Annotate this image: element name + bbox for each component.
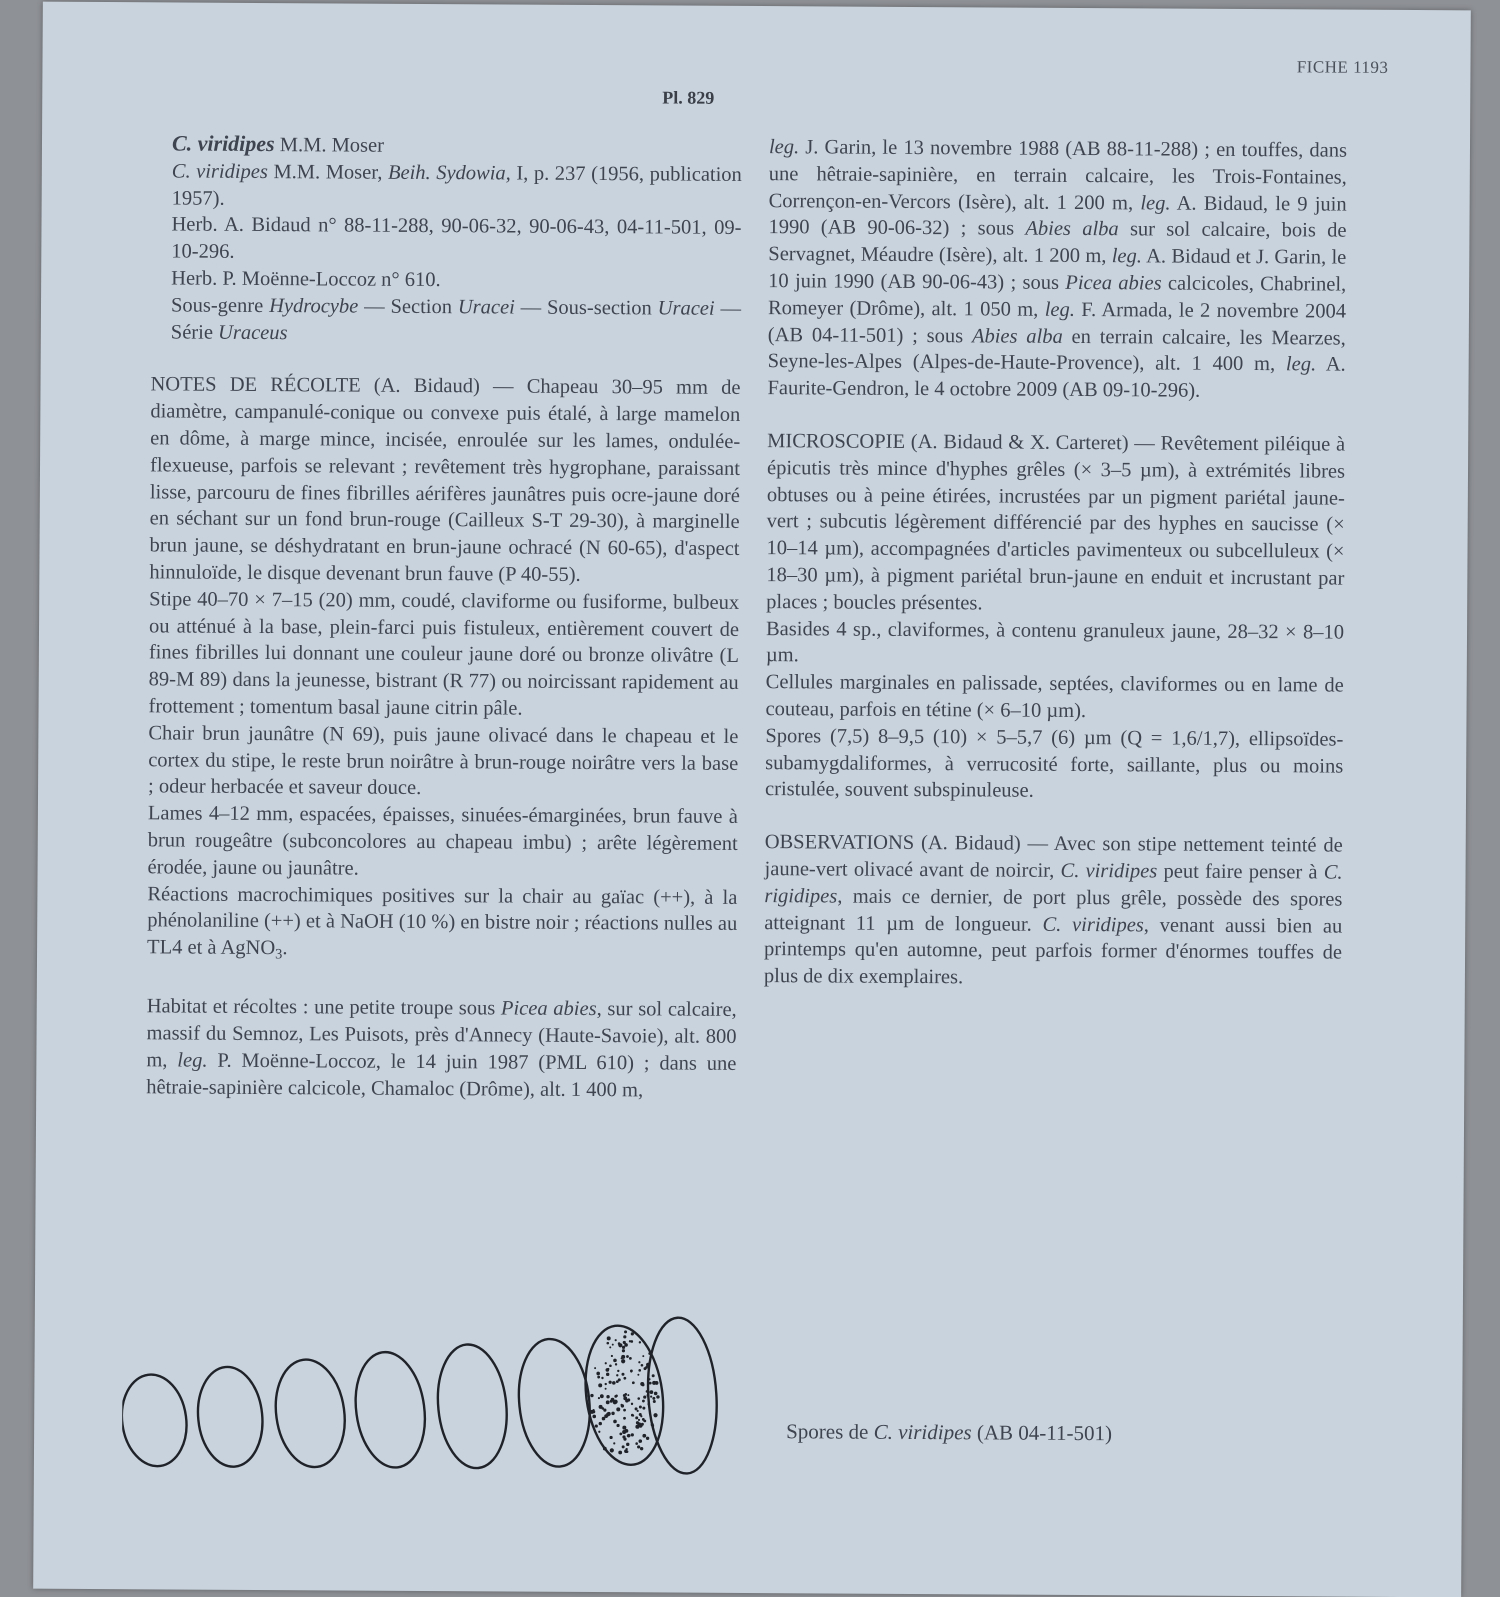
observations-text: OBSERVATIONS (A. Bidaud) — Avec son stipe nettement teinté de jaune-vert olivacé avant de noircir,	[764, 831, 1343, 882]
spore-wart	[624, 1393, 627, 1396]
spore-wart	[622, 1426, 626, 1430]
spore-wart	[609, 1436, 612, 1439]
spore-wart	[605, 1383, 607, 1385]
habitat-leg: leg.	[1140, 191, 1171, 215]
spore-wart	[629, 1357, 632, 1360]
spore-wart	[627, 1394, 629, 1396]
microscopy-spores: Spores (7,5) 8–9,5 (10) × 5–5,7 (6) µm (Q = 1,6/1,7), ellipsoïdes-subamygdaliformes, à verrucosité forte, saillante, plus ou moins cristulée, souvent subspinuleuse.	[764, 724, 1344, 803]
species-heading	[152, 130, 742, 161]
spore-wart	[611, 1412, 614, 1415]
habitat-host: Abies alba	[971, 324, 1063, 348]
section: Uracei	[457, 295, 515, 319]
spore-wart	[629, 1340, 631, 1342]
document-page	[33, 2, 1471, 1597]
spore-wart	[630, 1369, 633, 1372]
spore-wart	[641, 1423, 644, 1426]
species-author: M.M. Moser	[279, 134, 385, 157]
observations	[764, 829, 1343, 993]
spore-wart	[631, 1433, 634, 1436]
spore-wart	[619, 1433, 622, 1436]
spore-wart	[615, 1363, 617, 1365]
spore-wart	[654, 1392, 658, 1396]
spore-outline	[193, 1364, 267, 1470]
spore-wart	[652, 1397, 655, 1400]
spore-wart	[635, 1416, 638, 1419]
spore-wart	[636, 1421, 639, 1424]
ref-journal: Beih. Sydowia,	[387, 161, 511, 185]
reactions-end: .	[282, 937, 288, 960]
microscopy-cuticle: MICROSCOPIE (A. Bidaud & X. Carteret) — Revêtement piléique à épicutis très mince d'hyphes grêles (× 3–5 µm), à extrémités libres obtuses ou à peine étirées, incrustées par un pigment pariétal jaune-vert ; subcutis légèrement différencié par des hyphes en saucisse (× 10–14 µm), accompagnées d'articles pavimenteux ou subcelluleux (× 18–30 µm), à pigment pariétal brun-jaune en enduit et incrustant par places ; boucles présentes.	[766, 430, 1346, 615]
spore-wart	[632, 1381, 635, 1384]
spore-wart	[610, 1400, 613, 1403]
habitat-paragraph-continued	[767, 134, 1347, 405]
spore-outline	[432, 1341, 512, 1471]
habitat-leg: leg.	[1285, 353, 1317, 376]
spore-wart	[640, 1415, 642, 1417]
spore-wart	[653, 1400, 656, 1403]
spore-wart	[643, 1395, 646, 1398]
spore-wart	[648, 1378, 650, 1380]
microscopy-marginal-cells: Cellules marginales en palissade, septées, claviformes ou en lame de couteau, parfois en tétine (× 6–10 µm).	[765, 671, 1344, 722]
spore-wart	[642, 1355, 644, 1357]
observations-species: C. viridipes	[1042, 913, 1144, 936]
spore-wart	[617, 1370, 619, 1372]
spore-wart	[647, 1382, 649, 1384]
spore-wart	[642, 1400, 645, 1403]
spore-wart	[642, 1407, 645, 1410]
classification-label-series: — Série	[170, 297, 742, 344]
spore-wart	[612, 1381, 616, 1385]
original-reference	[152, 158, 742, 215]
spore-wart	[648, 1352, 651, 1355]
series: Uraceus	[218, 321, 288, 344]
spore-wart	[638, 1369, 641, 1372]
habitat-leg: leg.	[1044, 298, 1075, 321]
spore-wart	[631, 1414, 634, 1417]
spore-wart	[604, 1414, 608, 1418]
caption-specimen: (AB 04-11-501)	[976, 1420, 1113, 1446]
spore-wart	[624, 1343, 628, 1347]
spore-wart	[606, 1342, 609, 1345]
spore-wart	[655, 1382, 658, 1385]
habitat-text: J. Garin, le 13 novembre 1988 (AB 88-11-288) ; en touffes, dans une hêtraie-sapinière, en terrain calcaire, les Trois-Fontaines, Corrençon-en-Vercors (Isère), alt. 1 200 m,	[768, 136, 1348, 214]
spore-wart	[637, 1410, 639, 1412]
spore-outline	[349, 1348, 432, 1472]
spore-wart	[599, 1405, 603, 1409]
classification-label-subgenus: Sous-genre	[170, 294, 264, 317]
classification	[151, 292, 741, 349]
spore-wart	[598, 1431, 600, 1433]
spore-wart	[612, 1344, 614, 1346]
spore-outline	[513, 1336, 595, 1470]
habitat-leg: leg.	[768, 136, 800, 159]
observations-text: , venant aussi bien au printemps qu'en automne, peut parfois former d'énormes touffes de plus de dix exemplaires.	[763, 913, 1343, 989]
spore-wart	[652, 1425, 655, 1428]
fiche-number: FICHE 1193	[1296, 57, 1389, 77]
spore-wart	[624, 1330, 627, 1333]
spore-wart	[647, 1403, 650, 1406]
spore-wart	[643, 1420, 645, 1422]
microscopy-basidia: Basides 4 sp., claviformes, à contenu granuleux jaune, 28–32 × 8–10 µm.	[765, 617, 1345, 667]
habitat-host: Picea abies	[1065, 271, 1162, 295]
ref-detail: I, p. 237 (1956, publication 1957).	[171, 162, 742, 210]
spore-wart	[641, 1364, 644, 1367]
spore-wart	[622, 1435, 625, 1438]
reactions-subscript: 3	[275, 946, 283, 963]
spore-wart	[611, 1355, 613, 1357]
spore-wart	[642, 1434, 646, 1438]
notes-gills: Lames 4–12 mm, espacées, épaisses, sinuées-émarginées, brun fauve à brun rougeâtre (subconcolores au chapeau imbu) ; arête légèrement érodée, jaune ou jaunâtre.	[147, 802, 738, 880]
spore-wart	[601, 1377, 603, 1379]
plate-number: Pl. 829	[662, 87, 715, 108]
spore-wart	[607, 1368, 609, 1370]
habitat-host: Picea abies	[500, 997, 597, 1021]
herbarium-moenne-loccoz: Herb. P. Moënne-Loccoz n° 610.	[171, 267, 441, 292]
spore-wart	[615, 1339, 617, 1341]
spore-wart	[646, 1363, 650, 1367]
herbarium-bidaud: Herb. A. Bidaud n° 88-11-288, 90-06-32, 90-06-43, 04-11-501, 09-10-296.	[171, 213, 742, 264]
spore-wart	[631, 1403, 633, 1405]
spore-wart	[647, 1394, 650, 1397]
spore-wart	[649, 1382, 652, 1385]
spore-wart	[597, 1376, 600, 1379]
spore-wart	[599, 1422, 602, 1425]
spore-wart	[592, 1415, 596, 1419]
spore-wart	[621, 1373, 624, 1376]
spore-wart	[616, 1407, 620, 1411]
spore-drawings	[122, 1308, 783, 1482]
figure-caption	[786, 1419, 1112, 1446]
spore-wart	[614, 1395, 617, 1398]
spore-wart	[625, 1399, 629, 1403]
spore-wart	[646, 1437, 649, 1440]
habitat-text: , sur sol calcaire, massif du Semnoz, Les Puisots, près d'Annecy (Haute-Savoie), alt. 800 m,	[146, 998, 737, 1072]
caption-species: C. viridipes	[873, 1419, 972, 1445]
habitat-host: Abies alba	[1025, 218, 1119, 241]
spore-wart	[618, 1343, 622, 1347]
spore-wart	[627, 1435, 629, 1437]
spore-wart	[609, 1364, 612, 1367]
observations-species: C. rigidipes	[764, 861, 1343, 908]
spore-wart	[622, 1445, 625, 1448]
spore-wart	[605, 1388, 607, 1390]
spore-wart	[624, 1450, 627, 1453]
notes-flesh: Chair brun jaunâtre (N 69), puis jaune olivacé dans le chapeau et le cortex du stipe, le reste brun noirâtre à brun-rouge noirâtre vers la base ; odeur herbacée et saveur douce.	[148, 722, 739, 800]
spore-wart	[609, 1346, 611, 1348]
spore-wart	[616, 1380, 619, 1383]
spore-wart	[638, 1361, 640, 1363]
habitat-leg: leg.	[177, 1049, 208, 1072]
classification-label-section: — Section	[364, 295, 453, 318]
spore-outline	[643, 1316, 721, 1476]
spore-wart	[639, 1406, 642, 1409]
spore-wart	[653, 1413, 657, 1417]
observations-species: C. viridipes	[1060, 859, 1158, 883]
spore-wart	[621, 1359, 625, 1363]
habitat-text: F. Armada, le 2 novembre 2004 (AB 04-11-501) ; sous	[767, 298, 1347, 347]
spore-wart	[598, 1383, 602, 1387]
spore-wart	[606, 1373, 609, 1376]
subsection: Uracei	[657, 297, 715, 320]
spore-wart	[620, 1404, 622, 1406]
spore-wart	[613, 1420, 617, 1424]
spore-wart	[596, 1372, 600, 1376]
observations-text: peut faire penser à	[1163, 860, 1318, 884]
notes-stipe: Stipe 40–70 × 7–15 (20) mm, coudé, claviforme ou fusiforme, bulbeux ou atténué à la base, plein-farci puis fistuleux, entièrement couvert de fines fibrilles lui donnant une couleur jaune doré ou bronze olivâtre (L 89-M 89) dans la jeunesse, bistrant (R 77) ou noircissant rapidement au frottement ; tomentum basal jaune citrin pâle.	[148, 588, 740, 720]
habitat-paragraph-start	[146, 994, 737, 1105]
spore-wart	[616, 1424, 619, 1427]
spore-wart	[594, 1367, 596, 1369]
spore-wart	[606, 1400, 610, 1404]
spore-wart	[623, 1409, 626, 1412]
spore-wart	[603, 1447, 607, 1451]
spore-wart	[652, 1374, 655, 1377]
spore-wart	[622, 1346, 625, 1349]
spore-outline	[122, 1371, 192, 1471]
spore-wart	[595, 1424, 598, 1427]
spore-wart	[626, 1355, 629, 1358]
spore-wart	[613, 1442, 615, 1444]
spore-wart	[637, 1445, 640, 1448]
spore-wart	[635, 1442, 638, 1445]
observations-text: , mais ce dernier, de port plus grêle, possède des spores atteignant 11 µm de longueur.	[764, 885, 1343, 936]
spore-wart	[598, 1397, 600, 1399]
spore-wart	[631, 1332, 634, 1335]
habitat-text: sur sol calcaire, bois de Servagnet, Méaudre (Isère), alt. 1 200 m,	[768, 218, 1347, 268]
spore-wart	[646, 1390, 649, 1393]
spore-wart	[605, 1362, 607, 1364]
caption-text: Spores de	[786, 1419, 869, 1444]
spore-wart	[592, 1409, 594, 1411]
notes-cap: NOTES DE RÉCOLTE (A. Bidaud) — Chapeau 30–95 mm de diamètre, campanulé-conique ou convexe puis étalé, à large mamelon en dôme, à marge mince, incisée, enroulée sur les lames, ondulée-flexueuse, parfois se relevant ; revêtement très hygrophane, paraissant lisse, parcouru de fines fibrilles aérifères jaunâtres puis ocre-jaune doré en séchant sur un fond brun-rouge (Cailleux S-T 29-30), à marginelle brun jaune, se déshydratant en brun-jaune ochracé (N 60-65), d'aspect hinnuloïde, le disque devenant brun fauve (P 40-55).	[149, 373, 741, 586]
spore-wart	[626, 1443, 629, 1446]
spore-wart	[623, 1377, 626, 1380]
spore-wart	[639, 1341, 641, 1343]
spore-wart	[603, 1409, 606, 1412]
habitat-leg: leg.	[1111, 245, 1143, 268]
habitat-text: P. Moënne-Loccoz, le 14 juin 1987 (PML 610) ; dans une hêtraie-sapinière calcicole, Chamaloc (Drôme), alt. 1 400 m,	[146, 1049, 737, 1101]
spore-wart	[606, 1395, 609, 1398]
spore-wart	[600, 1394, 603, 1397]
spore-wart	[640, 1382, 644, 1386]
spore-wart	[656, 1395, 659, 1398]
spore-wart	[616, 1374, 618, 1376]
spore-wart	[590, 1394, 593, 1397]
spore-wart	[637, 1374, 639, 1376]
notes-reactions	[147, 881, 738, 971]
spore-wart	[651, 1391, 653, 1393]
spore-wart	[650, 1395, 652, 1397]
habitat-text: calcicoles, Chabrinel, Romeyer (Drôme), alt. 1 050 m,	[767, 272, 1347, 321]
spore-wart	[637, 1397, 640, 1400]
classification-label-subsection: — Sous-section	[520, 296, 652, 320]
spore-wart	[638, 1419, 640, 1421]
spore-wart	[610, 1448, 614, 1452]
spore-wart	[622, 1349, 625, 1352]
species-name: C. viridipes	[171, 130, 275, 157]
habitat-text: A. Faurite-Gendron, le 4 octobre 2009 (AB 09-10-296).	[767, 353, 1346, 402]
right-column	[764, 134, 1347, 993]
habitat-text: A. Bidaud, le 9 juin 1990 (AB 90-06-32) ; sous	[768, 192, 1347, 240]
ref-author: M.M. Moser,	[273, 160, 383, 184]
spore-wart	[640, 1447, 643, 1450]
spore-wart	[635, 1425, 639, 1429]
spore-wart	[638, 1439, 642, 1443]
left-column	[146, 130, 742, 1104]
spore-wart	[623, 1417, 626, 1420]
spore-wart	[613, 1359, 617, 1363]
subgenus: Hydrocybe	[269, 294, 359, 318]
spore-outline	[269, 1355, 351, 1471]
spore-wart	[618, 1451, 622, 1455]
ref-species-name: C. viridipes	[171, 160, 268, 183]
habitat-text: Habitat et récoltes : une petite troupe sous	[146, 995, 496, 1020]
spore-wart	[607, 1336, 611, 1340]
reactions-text: Réactions macrochimiques positives sur la chair au gaïac (++), à la phénolaniline (++) et à NaOH (10 %) en bistre noir ; réactions nulles au TL4 et à AgNO	[147, 882, 738, 960]
spore-wart	[614, 1400, 618, 1404]
spore-wart	[622, 1430, 626, 1434]
spore-wart	[621, 1357, 623, 1359]
spore-wart	[623, 1335, 626, 1338]
spore-wart	[609, 1381, 612, 1384]
habitat-text: A. Bidaud et J. Garin, le 10 juin 1990 (AB 90-06-43) ; sous	[768, 245, 1347, 294]
habitat-text: en terrain calcaire, les Mearzes, Seyne-les-Alpes (Alpes-de-Haute-Provence), alt. 1 400 m,	[767, 325, 1346, 376]
